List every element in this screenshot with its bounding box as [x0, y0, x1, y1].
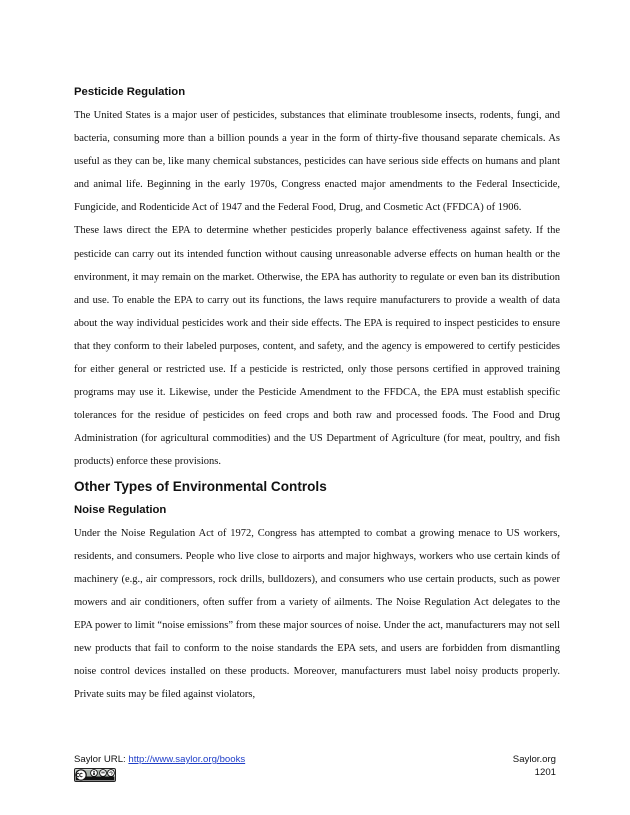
paragraph-pesticide-1: The United States is a major user of pesticides, substances that eliminate troublesome insects, rodents, fungi, and bacteria, consuming more than a billion pounds a year in the form of thirty-five thousand separate chemicals. As useful as they can be, like many chemical substances, pesticides can have serious side effects on humans and plant and animal life. Beginning in the early 1970s, Congress enacted major amendments to the Federal Insecticide, Fungicide, and Rodenticide Act of 1947 and the Federal Food, Drug, and Cosmetic Act (FFDCA) of 1906.	[74, 110, 560, 214]
paragraph-pesticide-2: These laws direct the EPA to determine whether pesticides properly balance effectiveness against safety. If the pesticide can carry out its intended function without causing unreasonable adverse effects on human health or the environment, it may remain on the market. Otherwise, the EPA has authority to regulate or even ban its distribution and use. To enable the EPA to carry out its functions, the laws require manufacturers to provide a wealth of data about the way individual pesticides work and their side effects. The EPA is required to inspect pesticides to ensure that they conform to their labeled purposes, content, and safety, and the agency is empowered to certify pesticides for either general or restricted use. If a pesticide is restricted, only those persons certified in approved training programs may use it. Likewise, under the Pesticide Amendment to the FFDCA, the EPA must establish specific tolerances for the residue of pesticides on feed crops and both raw and processed foods. The Food and Drug Administration (for agricultural commodities) and the US Department of Agriculture (for meat, poultry, and fish products) enforce these provisions.	[74, 225, 560, 468]
footer-site-name: Saylor.org	[512, 754, 556, 765]
creative-commons-by-icon	[74, 768, 116, 782]
footer-source	[74, 753, 245, 766]
page-number: 1201	[534, 767, 556, 778]
footer-url-link[interactable]: http://www.saylor.org/books	[128, 754, 246, 765]
heading-pesticide-regulation: Pesticide Regulation	[74, 86, 186, 98]
footer-site-info	[513, 753, 556, 779]
heading-noise-regulation: Noise Regulation	[74, 503, 167, 516]
page-content	[74, 81, 560, 706]
paragraph-noise: Under the Noise Regulation Act of 1972, Congress has attempted to combat a growing menace to US workers, residents, and consumers. People who live close to airports and major highways, workers who use certain kinds of machinery (e.g., air compressors, rock drills, bulldozers), and consumers who use certain products, such as power mowers and air conditioners, often suffer from a variety of ailments. The Noise Regulation Act delegates to the EPA power to limit “noise emissions” from these major sources of noise. Under the act, manufacturers may not sell new products that fail to conform to the noise standards the EPA sets, and users are forbidden from dismantling noise control devices installed on these products. Moreover, manufacturers must label noisy products properly. Private suits may be filed against violators,	[74, 527, 560, 701]
heading-other-environmental-controls: Other Types of Environmental Controls	[74, 478, 327, 494]
footer-url-label: Saylor URL:	[74, 754, 129, 765]
